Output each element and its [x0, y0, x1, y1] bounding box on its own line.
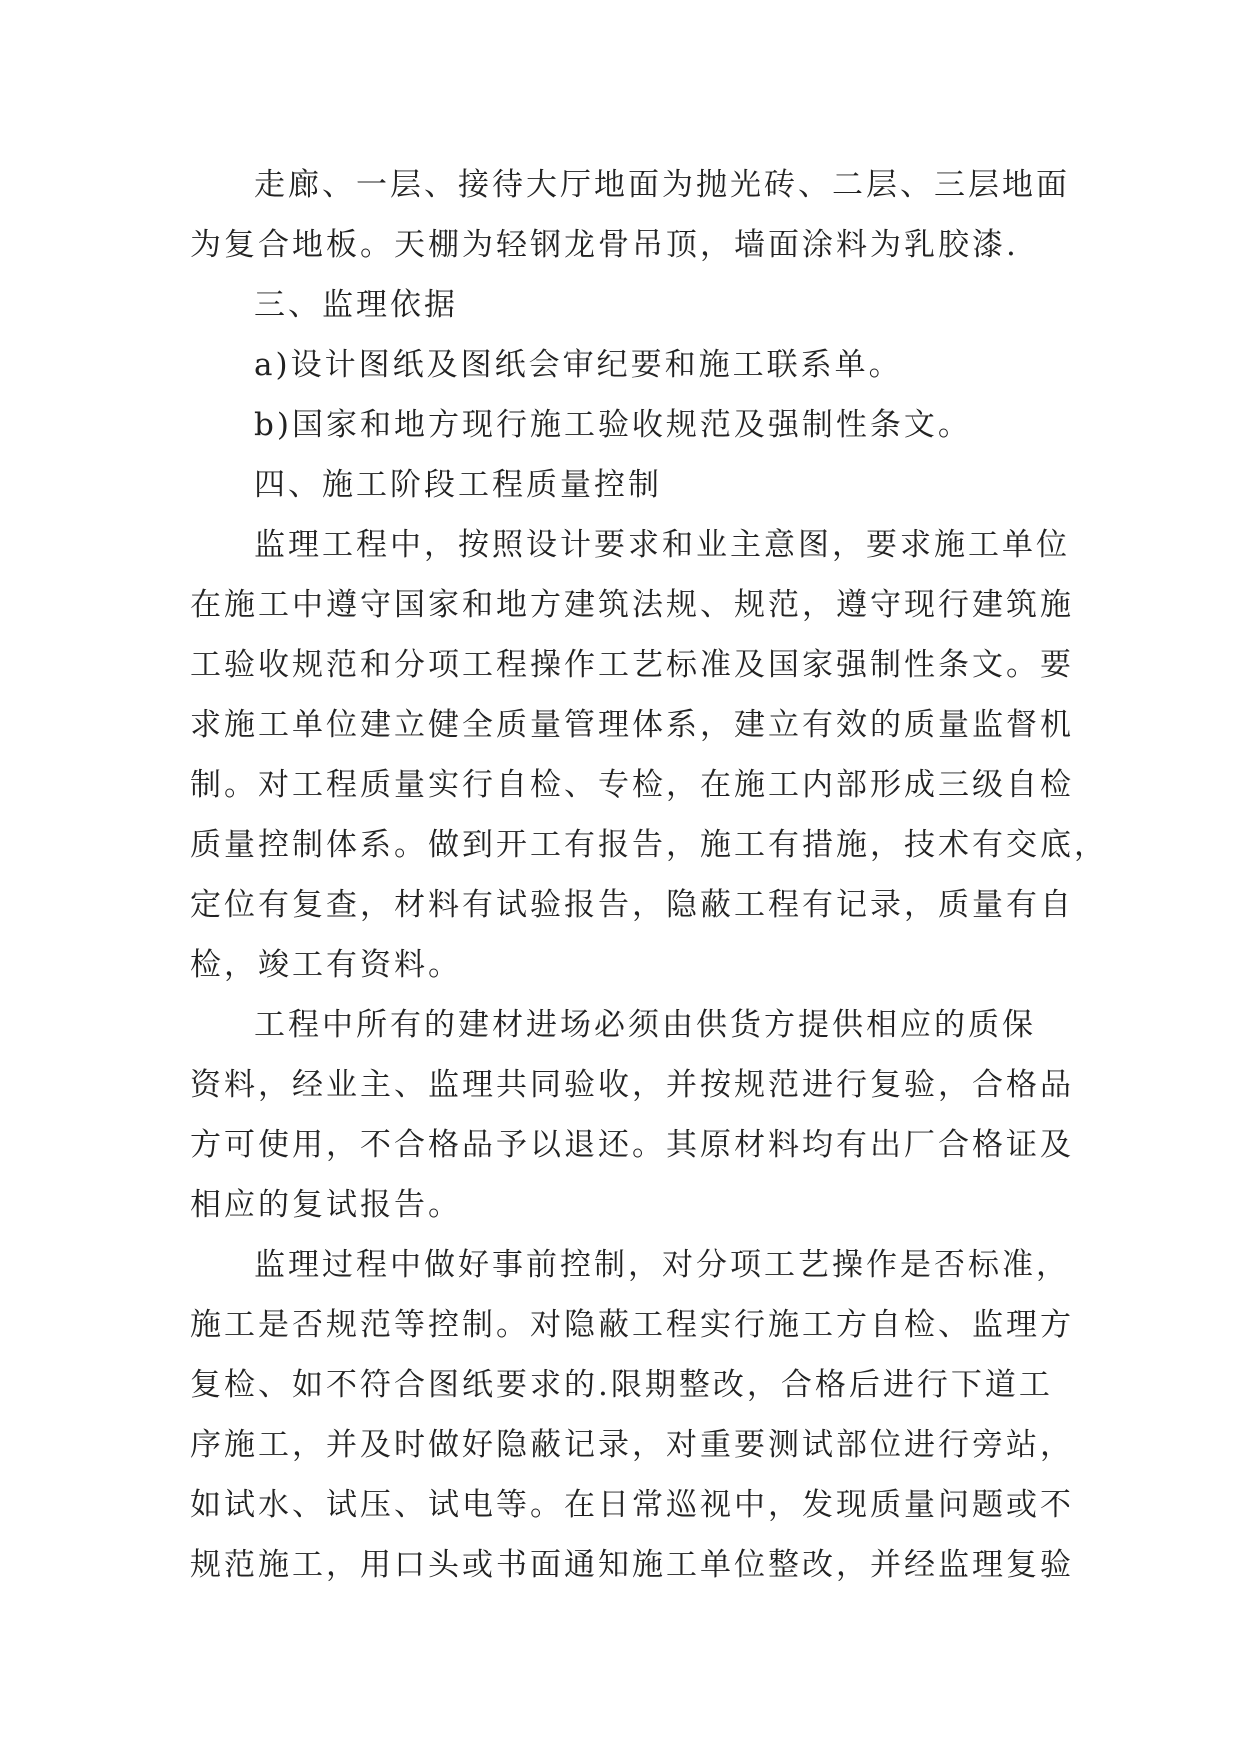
- heading-text: 四、施工阶段工程质量控制: [254, 467, 662, 503]
- text-line: 规范施工，用口头或书面通知施工单位整改，并经监理复验: [190, 1547, 1074, 1583]
- list-item-b: [190, 395, 1050, 455]
- paragraph-materials-inspection: [190, 995, 1074, 1235]
- text-line: 相应的复试报告。: [190, 1187, 462, 1223]
- paragraph-floor-finishes: [190, 155, 1070, 275]
- text-line: 方可使用，不合格品予以退还。其原材料均有出厂合格证及: [190, 1127, 1074, 1163]
- paragraph-process-control: [190, 1235, 1074, 1595]
- document-body: [190, 155, 1108, 1595]
- list-item-text: b)国家和地方现行施工验收规范及强制性条文。: [254, 407, 972, 443]
- text-line: 定位有复查，材料有试验报告，隐蔽工程有记录，质量有自: [190, 887, 1074, 923]
- text-line: 如试水、试压、试电等。在日常巡视中，发现质量问题或不: [190, 1487, 1074, 1523]
- paragraph-supervision-requirements: [190, 515, 1108, 995]
- section-heading-supervision-basis: [190, 275, 1050, 335]
- text-line: 施工是否规范等控制。对隐蔽工程实行施工方自检、监理方: [190, 1307, 1074, 1343]
- text-line: 工程中所有的建材进场必须由供货方提供相应的质保: [254, 1007, 1036, 1043]
- text-line: 在施工中遵守国家和地方建筑法规、规范，遵守现行建筑施: [190, 587, 1074, 623]
- text-line: 检，竣工有资料。: [190, 947, 462, 983]
- list-item-a: [190, 335, 1050, 395]
- list-item-text: a)设计图纸及图纸会审纪要和施工联系单。: [254, 347, 903, 383]
- section-heading-quality-control: [190, 455, 1050, 515]
- text-line: 制。对工程质量实行自检、专检，在施工内部形成三级自检: [190, 767, 1074, 803]
- text-line: 监理过程中做好事前控制，对分项工艺操作是否标准，: [254, 1247, 1070, 1283]
- text-line: 求施工单位建立健全质量管理体系，建立有效的质量监督机: [190, 707, 1074, 743]
- text-line: 监理工程中，按照设计要求和业主意图，要求施工单位: [254, 527, 1070, 563]
- text-line: 复检、如不符合图纸要求的.限期整改，合格后进行下道工: [190, 1367, 1053, 1403]
- text-line: 资料，经业主、监理共同验收，并按规范进行复验，合格品: [190, 1067, 1074, 1103]
- text-line: 序施工，并及时做好隐蔽记录，对重要测试部位进行旁站，: [190, 1427, 1074, 1463]
- text-line: 为复合地板。天棚为轻钢龙骨吊顶，墙面涂料为乳胶漆.: [190, 227, 1019, 263]
- text-line: 质量控制体系。做到开工有报告，施工有措施，技术有交底，: [190, 827, 1108, 863]
- text-line: 走廊、一层、接待大厅地面为抛光砖、二层、三层地面: [254, 167, 1070, 203]
- text-line: 工验收规范和分项工程操作工艺标准及国家强制性条文。要: [190, 647, 1074, 683]
- heading-text: 三、监理依据: [254, 287, 458, 323]
